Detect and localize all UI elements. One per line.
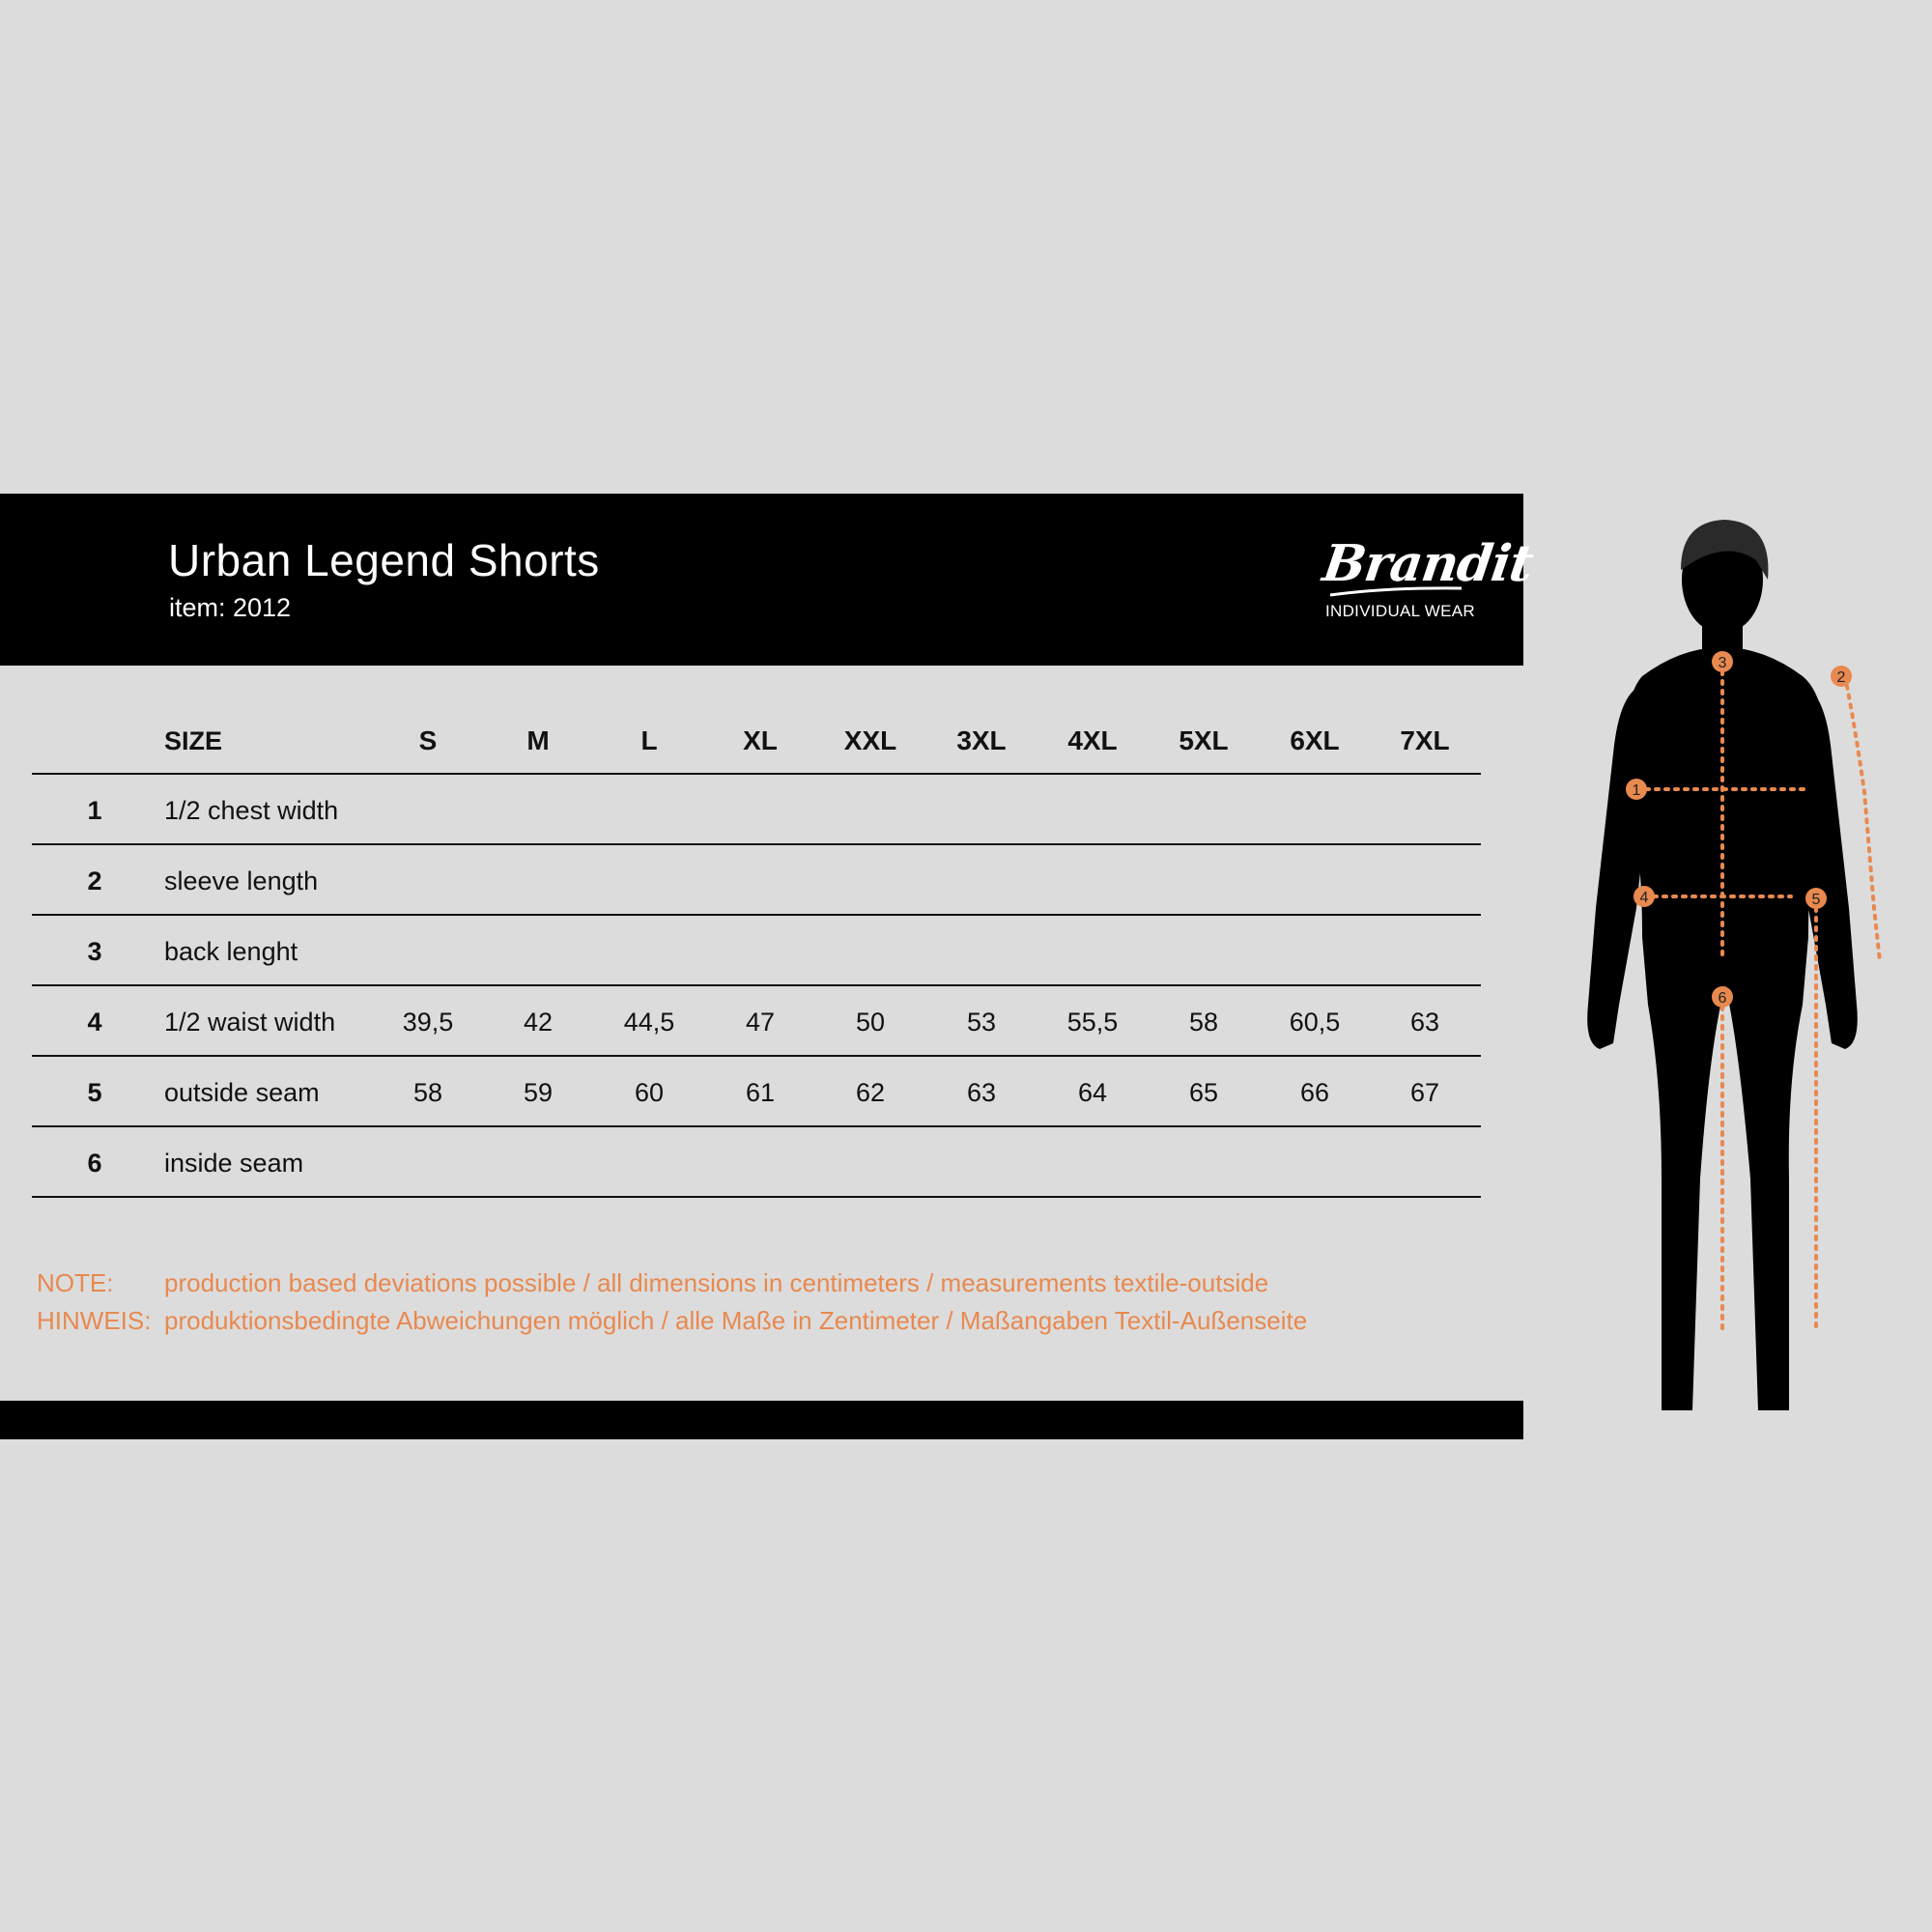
brand-tagline: INDIVIDUAL WEAR	[1325, 602, 1476, 620]
page-title: Urban Legend Shorts	[168, 535, 600, 585]
marker-1	[1626, 779, 1647, 800]
size-header-xxl: XXL	[843, 725, 897, 755]
size-header-4xl: 4XL	[1067, 725, 1118, 755]
row-number: 2	[87, 867, 102, 895]
row-label: back lenght	[164, 937, 298, 966]
svg-text:2: 2	[1836, 669, 1846, 686]
table-cell: 55,5	[1066, 1008, 1119, 1037]
marker-6	[1712, 986, 1733, 1008]
row-number: 5	[87, 1078, 102, 1107]
row-label: outside seam	[164, 1078, 320, 1107]
item-number: item: 2012	[169, 593, 292, 622]
table-cell: 47	[745, 1008, 776, 1037]
note-text: production based deviations possible / all dimensions in centimeters / measurements textile-outside	[164, 1268, 1269, 1297]
table-cell: 61	[745, 1078, 776, 1107]
table-cell: 63	[966, 1078, 997, 1107]
row-number: 4	[87, 1008, 102, 1037]
table-cell: 60,5	[1289, 1008, 1341, 1037]
logo-swash	[1328, 585, 1463, 599]
size-header-5xl: 5XL	[1179, 725, 1229, 755]
size-header-s: S	[418, 725, 438, 755]
table-cell: 67	[1409, 1078, 1440, 1107]
table-rule	[32, 914, 1481, 916]
table-rule	[32, 843, 1481, 845]
table-cell: 62	[855, 1078, 886, 1107]
svg-text:6: 6	[1718, 990, 1727, 1007]
svg-text:4: 4	[1639, 890, 1649, 906]
table-rule	[32, 1196, 1481, 1198]
table-cell: 39,5	[402, 1008, 454, 1037]
table-cell: 60	[634, 1078, 665, 1107]
table-cell: 53	[966, 1008, 997, 1037]
table-rule	[32, 773, 1481, 775]
size-header-m: M	[526, 725, 550, 755]
table-cell: 44,5	[623, 1008, 675, 1037]
brand-logo: Brandit	[1319, 534, 1537, 593]
marker-5	[1805, 888, 1827, 909]
table-cell: 65	[1188, 1078, 1219, 1107]
row-number: 1	[87, 796, 102, 825]
hinweis-text: produktionsbedingte Abweichungen möglich / alle Maße in Zentimeter / Maßangaben Textil-Außenseite	[164, 1306, 1308, 1335]
size-header-3xl: 3XL	[956, 725, 1007, 755]
svg-text:5: 5	[1811, 892, 1821, 908]
table-cell: 58	[1188, 1008, 1219, 1037]
marker-4	[1634, 886, 1655, 907]
table-cell: 66	[1299, 1078, 1330, 1107]
table-rule	[32, 1125, 1481, 1127]
footer-band	[0, 1401, 1523, 1439]
hinweis-label: HINWEIS:	[37, 1306, 152, 1335]
table-cell: 64	[1077, 1078, 1108, 1107]
row-number: 3	[87, 937, 102, 966]
size-header-6xl: 6XL	[1290, 725, 1340, 755]
table-cell: 63	[1409, 1008, 1440, 1037]
note-label: NOTE:	[37, 1268, 114, 1297]
row-label: 1/2 waist width	[164, 1008, 336, 1037]
size-header-label: SIZE	[164, 726, 223, 755]
size-header-7xl: 7XL	[1400, 725, 1450, 755]
table-rule	[32, 984, 1481, 986]
table-cell: 59	[523, 1078, 554, 1107]
size-header-xl: XL	[743, 725, 778, 755]
table-cell: 42	[523, 1008, 554, 1037]
row-label: 1/2 chest width	[164, 796, 339, 825]
row-label: sleeve length	[164, 867, 319, 895]
row-label: inside seam	[164, 1149, 304, 1178]
marker-3	[1712, 651, 1733, 672]
svg-text:3: 3	[1718, 655, 1727, 671]
marker-2	[1831, 666, 1852, 687]
table-cell: 50	[855, 1008, 886, 1037]
size-header-l: L	[640, 725, 658, 755]
table-cell: 58	[412, 1078, 443, 1107]
row-number: 6	[87, 1149, 102, 1178]
svg-text:1: 1	[1632, 782, 1641, 799]
body-measurement-figure	[1536, 502, 1922, 1430]
table-rule	[32, 1055, 1481, 1057]
